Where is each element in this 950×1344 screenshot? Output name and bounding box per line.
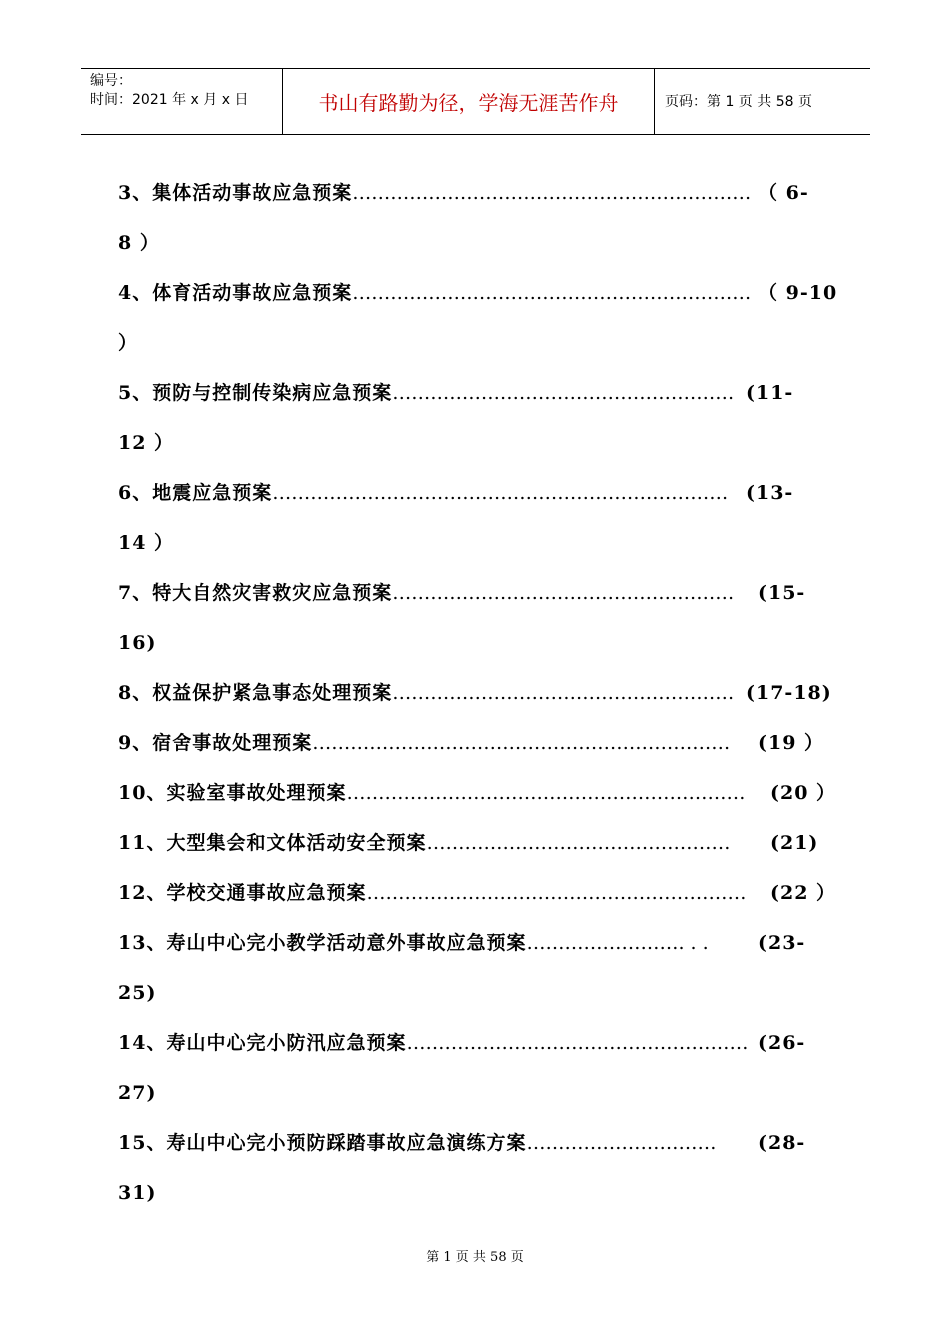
toc-leader: ………………………………………………………	[352, 282, 752, 304]
toc-entry	[118, 381, 818, 405]
toc-leader: ………………………………………………………………	[272, 482, 729, 504]
toc-leader: ……………………. . .	[526, 932, 709, 954]
toc-leader: ………………………………………………	[406, 1032, 749, 1054]
toc-page: (22 ）	[770, 882, 837, 904]
toc-leader: …………………………………………	[426, 832, 731, 854]
toc-page-continued: 14 ）	[118, 532, 175, 554]
toc-title: 12、学校交通事故应急预案	[118, 882, 367, 904]
toc-page: (20 ）	[770, 782, 837, 804]
toc-title: 15、寿山中心完小预防踩踏事故应急演练方案	[118, 1132, 527, 1154]
toc-page: (15-	[758, 582, 806, 604]
toc-page: (23-	[758, 932, 806, 954]
header-page-cell	[655, 69, 870, 134]
toc-title: 11、大型集会和文体活动安全预案	[118, 832, 427, 854]
toc-title: 3、集体活动事故应急预案	[118, 182, 353, 204]
toc-page: （ 6-	[758, 182, 809, 204]
toc-title: 6、地震应急预案	[118, 482, 273, 504]
toc-title: 14、寿山中心完小防汛应急预案	[118, 1032, 407, 1054]
toc-entry	[118, 681, 832, 705]
toc-entry	[118, 181, 818, 205]
toc-title: 13、寿山中心完小教学活动意外事故应急预案	[118, 932, 527, 954]
toc-page: (28-	[758, 1132, 806, 1154]
toc-page: (17-18)	[746, 682, 832, 704]
toc-entry	[118, 781, 837, 805]
document-header	[81, 68, 870, 135]
toc-title: 9、宿舍事故处理预案	[118, 732, 313, 754]
toc-page: (11-	[746, 382, 794, 404]
header-motto-cell	[282, 69, 655, 134]
toc-entry	[118, 581, 818, 605]
toc-title: 4、体育活动事故应急预案	[118, 282, 353, 304]
toc-entry	[118, 1131, 818, 1155]
toc-leader: ……………………………………………………	[366, 882, 747, 904]
time-label: 时间：2021 年 x 月 x 日	[90, 92, 249, 108]
toc-entry	[118, 931, 818, 955]
toc-title: 10、实验室事故处理预案	[118, 782, 347, 804]
toc-page: (21)	[770, 832, 819, 854]
toc-entry	[118, 881, 837, 905]
toc-leader: ………………………………………………	[392, 582, 735, 604]
toc-entry	[118, 831, 818, 855]
toc-page-continued: 27)	[118, 1082, 157, 1104]
toc-page: (13-	[746, 482, 794, 504]
page-info: 页码：第 1 页 共 58 页	[665, 93, 812, 110]
toc-entry	[118, 481, 818, 505]
toc-page-continued: 8 ）	[118, 232, 160, 254]
toc-title: 5、预防与控制传染病应急预案	[118, 382, 393, 404]
toc-entry	[118, 1031, 818, 1055]
toc-page-continued: 31)	[118, 1182, 157, 1204]
toc-leader: ………………………………………………………	[346, 782, 746, 804]
toc-leader: …………………………	[526, 1132, 717, 1154]
toc-leader: ………………………………………………	[392, 682, 735, 704]
toc-page: （ 9-10	[758, 282, 838, 304]
toc-page-continued: 16)	[118, 632, 157, 654]
motto-text: 书山有路勤为径，学海无涯苦作舟	[318, 91, 619, 115]
code-label: 编号：	[90, 73, 132, 89]
toc-title: 8、权益保护紧急事态处理预案	[118, 682, 393, 704]
toc-title: 7、特大自然灾害救灾应急预案	[118, 582, 393, 604]
toc-page: (26-	[758, 1032, 806, 1054]
header-meta-cell	[81, 69, 282, 134]
toc-entry	[118, 731, 825, 755]
toc-leader: ………………………………………………………	[352, 182, 752, 204]
toc-leader: …………………………………………………………	[312, 732, 731, 754]
page-footer: 第 1 页 共 58 页	[426, 1250, 524, 1265]
toc-page-continued: 25)	[118, 982, 157, 1004]
toc-page: (19 ）	[758, 732, 825, 754]
toc-entry	[118, 281, 838, 305]
toc-leader: ………………………………………………	[392, 382, 735, 404]
toc-page-continued: ）	[118, 332, 139, 354]
toc-page-continued: 12 ）	[118, 432, 175, 454]
